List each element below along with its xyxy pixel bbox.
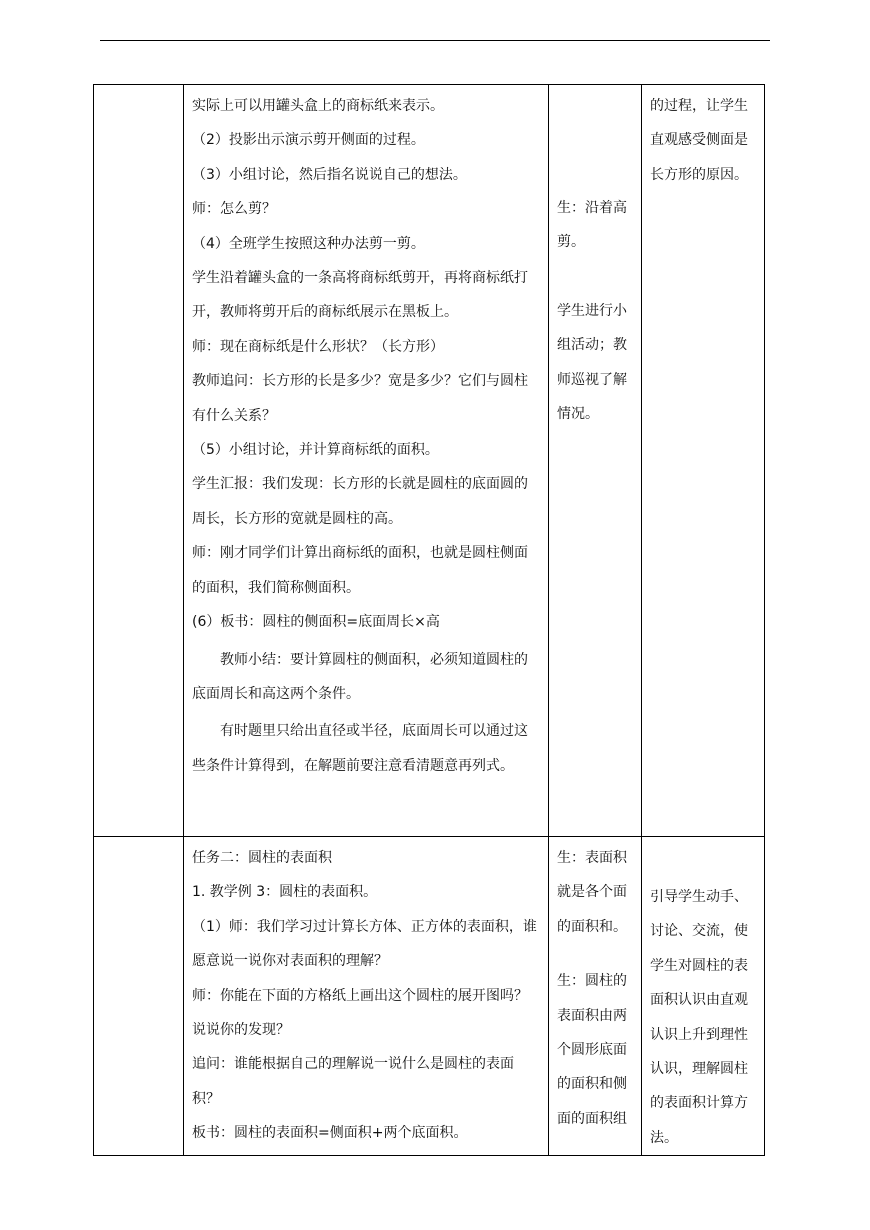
content-line: （5）小组讨论，并计算商标纸的面积。 xyxy=(192,442,439,459)
table-row xyxy=(94,837,765,1156)
content-line: 师：刚才同学们计算出商标纸的面积，也就是圆柱侧面的面积，我们简称侧面积。 xyxy=(192,545,528,596)
teaching-content-cell xyxy=(184,85,549,837)
student-activity-text: 学生进行小组活动；教师巡视了解情况。 xyxy=(557,302,627,423)
content-line: （2）投影出示演示剪开侧面的过程。 xyxy=(192,132,425,149)
student-activity-text: 生：沿着高剪。 xyxy=(557,200,627,251)
student-activity-text: 生：圆柱的表面积由两个圆形底面的面积和侧面的面积组 xyxy=(557,973,627,1127)
design-intent-cell xyxy=(642,837,765,1156)
student-activity-text: 生：表面积就是各个面的面积和。 xyxy=(557,850,627,935)
content-line: 师：你能在下面的方格纸上画出这个圆柱的展开图吗？说说你的发现？ xyxy=(192,987,528,1039)
content-line: (6）板书：圆柱的侧面积=底面周长×高 xyxy=(192,614,440,631)
content-line: 师：现在商标纸是什么形状？（长方形） xyxy=(192,338,444,355)
summary-paragraph: 教师小结：要计算圆柱的侧面积，必须知道圆柱的底面周长和高这两个条件。 xyxy=(192,651,528,702)
table-row xyxy=(94,85,765,837)
student-activity-cell xyxy=(549,85,642,837)
content-line: 学生汇报：我们发现：长方形的长就是圆柱的底面圆的周长，长方形的宽就是圆柱的高。 xyxy=(192,476,528,527)
content-line: 板书：圆柱的表面积=侧面积+两个底面积。 xyxy=(192,1125,468,1142)
content-line: 实际上可以用罐头盒上的商标纸来表示。 xyxy=(192,98,444,114)
stage-cell xyxy=(94,837,184,1156)
content-line: 师：怎么剪？ xyxy=(192,201,276,218)
lesson-plan-table xyxy=(93,84,765,1156)
content-line: （4）全班学生按照这种办法剪一剪。 xyxy=(192,235,425,252)
stage-cell xyxy=(94,85,184,837)
note-paragraph: 有时题里只给出直径或半径，底面周长可以通过这些条件计算得到，在解题前要注意看清题意再列式。 xyxy=(192,723,528,774)
design-intent-text: 引导学生动手、讨论、交流，使学生对圆柱的表面积认识由直观认识上升到理性认识，理解圆柱的表面积计算方法。 xyxy=(650,889,748,1146)
student-activity-cell xyxy=(549,837,642,1156)
teaching-content-cell xyxy=(184,837,549,1156)
content-line: 追问：谁能根据自己的理解说一说什么是圆柱的表面积？ xyxy=(192,1056,514,1107)
task-title: 任务二：圆柱的表面积 xyxy=(192,850,332,866)
content-line: 1. 教学例 3：圆柱的表面积。 xyxy=(192,884,378,901)
header-rule xyxy=(100,40,770,41)
content-line: （1）师：我们学习过计算长方体、正方体的表面积，谁愿意说一说你对表面积的理解？ xyxy=(192,918,537,970)
content-line: 教师追问：长方形的长是多少？宽是多少？它们与圆柱有什么关系？ xyxy=(192,373,528,424)
design-intent-cell xyxy=(642,85,765,837)
content-line: （3）小组讨论，然后指名说说自己的想法。 xyxy=(192,166,467,183)
design-intent-text: 的过程，让学生直观感受侧面是长方形的原因。 xyxy=(650,98,748,183)
content-line: 学生沿着罐头盒的一条高将商标纸剪开，再将商标纸打开，教师将剪开后的商标纸展示在黑板上。 xyxy=(192,270,528,321)
